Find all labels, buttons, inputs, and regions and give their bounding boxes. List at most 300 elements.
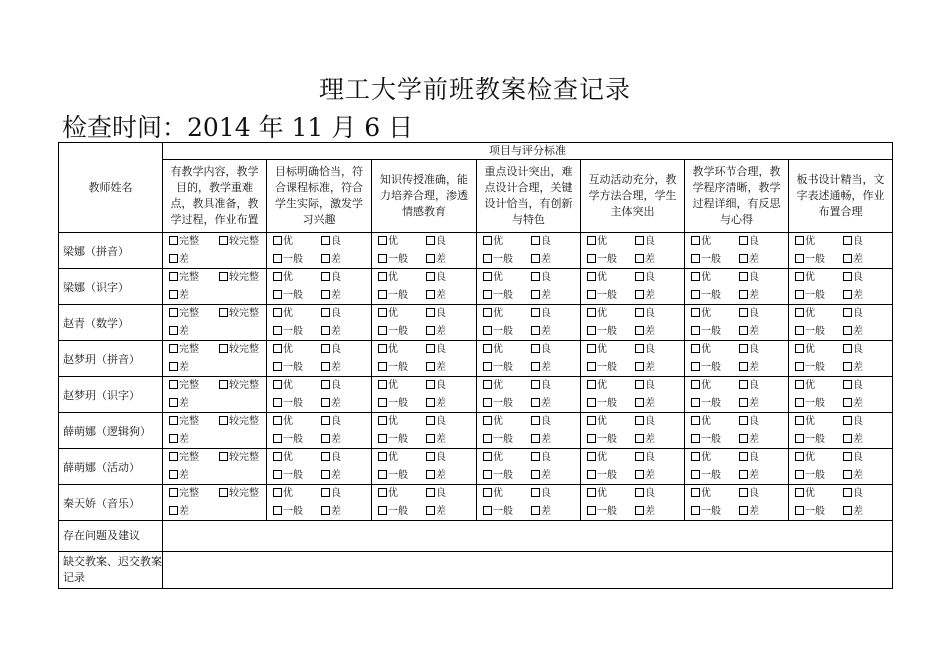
option-excellent[interactable] bbox=[483, 450, 503, 466]
option-average[interactable] bbox=[691, 396, 721, 412]
checkbox-icon[interactable] bbox=[273, 362, 282, 371]
checkbox-icon[interactable] bbox=[483, 344, 492, 353]
option-good[interactable] bbox=[321, 414, 341, 430]
checkbox-icon[interactable] bbox=[273, 416, 282, 425]
option-good[interactable] bbox=[321, 306, 341, 322]
checkbox-icon[interactable] bbox=[426, 272, 435, 281]
option-average[interactable] bbox=[483, 432, 513, 448]
checkbox-icon[interactable] bbox=[739, 380, 748, 389]
checkbox-icon[interactable] bbox=[169, 380, 178, 389]
option-excellent[interactable] bbox=[795, 414, 815, 430]
option-poor[interactable] bbox=[531, 288, 551, 304]
checkbox-icon[interactable] bbox=[691, 344, 700, 353]
option-excellent[interactable] bbox=[273, 450, 293, 466]
option-average[interactable] bbox=[483, 252, 513, 268]
checkbox-icon[interactable] bbox=[273, 488, 282, 497]
option-average[interactable] bbox=[378, 288, 408, 304]
option-excellent[interactable] bbox=[691, 450, 711, 466]
option-excellent[interactable] bbox=[483, 378, 503, 394]
checkbox-icon[interactable] bbox=[691, 488, 700, 497]
checkbox-icon[interactable] bbox=[426, 254, 435, 263]
option-average[interactable] bbox=[587, 504, 617, 520]
checkbox-icon[interactable] bbox=[795, 380, 804, 389]
option-poor[interactable] bbox=[169, 504, 189, 520]
checkbox-icon[interactable] bbox=[843, 470, 852, 479]
checkbox-icon[interactable] bbox=[219, 344, 228, 353]
checkbox-icon[interactable] bbox=[378, 362, 387, 371]
option-average[interactable] bbox=[483, 324, 513, 340]
checkbox-icon[interactable] bbox=[635, 344, 644, 353]
checkbox-icon[interactable] bbox=[587, 416, 596, 425]
checkbox-icon[interactable] bbox=[587, 344, 596, 353]
checkbox-icon[interactable] bbox=[587, 452, 596, 461]
option-average[interactable] bbox=[483, 360, 513, 376]
option-average[interactable] bbox=[691, 288, 721, 304]
option-good[interactable] bbox=[531, 234, 551, 250]
checkbox-icon[interactable] bbox=[587, 308, 596, 317]
checkbox-icon[interactable] bbox=[321, 470, 330, 479]
option-poor[interactable] bbox=[531, 432, 551, 448]
option-good[interactable] bbox=[531, 486, 551, 502]
option-complete[interactable] bbox=[169, 342, 199, 358]
checkbox-icon[interactable] bbox=[635, 326, 644, 335]
option-excellent[interactable] bbox=[378, 306, 398, 322]
checkbox-icon[interactable] bbox=[691, 506, 700, 515]
option-poor[interactable] bbox=[426, 360, 446, 376]
option-poor[interactable] bbox=[843, 288, 863, 304]
option-average[interactable] bbox=[273, 252, 303, 268]
checkbox-icon[interactable] bbox=[426, 362, 435, 371]
checkbox-icon[interactable] bbox=[587, 254, 596, 263]
option-poor[interactable] bbox=[739, 396, 759, 412]
checkbox-icon[interactable] bbox=[843, 416, 852, 425]
option-good[interactable] bbox=[321, 342, 341, 358]
checkbox-icon[interactable] bbox=[483, 326, 492, 335]
option-good[interactable] bbox=[321, 378, 341, 394]
option-poor[interactable] bbox=[635, 504, 655, 520]
option-poor[interactable] bbox=[531, 468, 551, 484]
option-good[interactable] bbox=[531, 450, 551, 466]
option-excellent[interactable] bbox=[273, 486, 293, 502]
checkbox-icon[interactable] bbox=[426, 308, 435, 317]
option-poor[interactable] bbox=[635, 468, 655, 484]
checkbox-icon[interactable] bbox=[739, 326, 748, 335]
option-average[interactable] bbox=[587, 468, 617, 484]
checkbox-icon[interactable] bbox=[691, 398, 700, 407]
option-fairly-complete[interactable] bbox=[219, 306, 259, 322]
option-good[interactable] bbox=[531, 342, 551, 358]
checkbox-icon[interactable] bbox=[378, 488, 387, 497]
option-complete[interactable] bbox=[169, 414, 199, 430]
checkbox-icon[interactable] bbox=[691, 290, 700, 299]
option-poor[interactable] bbox=[843, 468, 863, 484]
option-poor[interactable] bbox=[635, 360, 655, 376]
checkbox-icon[interactable] bbox=[378, 434, 387, 443]
option-excellent[interactable] bbox=[378, 414, 398, 430]
option-average[interactable] bbox=[273, 396, 303, 412]
checkbox-icon[interactable] bbox=[378, 308, 387, 317]
option-poor[interactable] bbox=[843, 324, 863, 340]
checkbox-icon[interactable] bbox=[739, 362, 748, 371]
option-good[interactable] bbox=[531, 414, 551, 430]
option-good[interactable] bbox=[635, 378, 655, 394]
option-poor[interactable] bbox=[739, 252, 759, 268]
option-poor[interactable] bbox=[169, 432, 189, 448]
option-average[interactable] bbox=[691, 252, 721, 268]
checkbox-icon[interactable] bbox=[635, 236, 644, 245]
checkbox-icon[interactable] bbox=[321, 272, 330, 281]
option-poor[interactable] bbox=[321, 468, 341, 484]
option-average[interactable] bbox=[691, 468, 721, 484]
option-poor[interactable] bbox=[321, 504, 341, 520]
checkbox-icon[interactable] bbox=[321, 398, 330, 407]
option-good[interactable] bbox=[739, 450, 759, 466]
option-excellent[interactable] bbox=[273, 342, 293, 358]
option-excellent[interactable] bbox=[378, 270, 398, 286]
option-poor[interactable] bbox=[635, 288, 655, 304]
option-poor[interactable] bbox=[739, 432, 759, 448]
checkbox-icon[interactable] bbox=[483, 434, 492, 443]
checkbox-icon[interactable] bbox=[273, 308, 282, 317]
checkbox-icon[interactable] bbox=[169, 254, 178, 263]
option-good[interactable] bbox=[739, 270, 759, 286]
checkbox-icon[interactable] bbox=[273, 326, 282, 335]
option-poor[interactable] bbox=[739, 468, 759, 484]
checkbox-icon[interactable] bbox=[531, 506, 540, 515]
checkbox-icon[interactable] bbox=[169, 488, 178, 497]
checkbox-icon[interactable] bbox=[378, 380, 387, 389]
checkbox-icon[interactable] bbox=[739, 236, 748, 245]
checkbox-icon[interactable] bbox=[587, 488, 596, 497]
checkbox-icon[interactable] bbox=[531, 272, 540, 281]
checkbox-icon[interactable] bbox=[587, 506, 596, 515]
option-excellent[interactable] bbox=[378, 378, 398, 394]
option-excellent[interactable] bbox=[378, 450, 398, 466]
option-average[interactable] bbox=[378, 504, 408, 520]
option-complete[interactable] bbox=[169, 450, 199, 466]
checkbox-icon[interactable] bbox=[426, 326, 435, 335]
checkbox-icon[interactable] bbox=[219, 272, 228, 281]
checkbox-icon[interactable] bbox=[321, 236, 330, 245]
checkbox-icon[interactable] bbox=[691, 272, 700, 281]
checkbox-icon[interactable] bbox=[587, 434, 596, 443]
option-good[interactable] bbox=[426, 270, 446, 286]
checkbox-icon[interactable] bbox=[483, 380, 492, 389]
checkbox-icon[interactable] bbox=[739, 416, 748, 425]
checkbox-icon[interactable] bbox=[587, 272, 596, 281]
option-average[interactable] bbox=[378, 468, 408, 484]
checkbox-icon[interactable] bbox=[843, 398, 852, 407]
checkbox-icon[interactable] bbox=[635, 290, 644, 299]
option-good[interactable] bbox=[635, 414, 655, 430]
option-average[interactable] bbox=[273, 360, 303, 376]
checkbox-icon[interactable] bbox=[169, 362, 178, 371]
checkbox-icon[interactable] bbox=[531, 488, 540, 497]
option-excellent[interactable] bbox=[691, 306, 711, 322]
option-poor[interactable] bbox=[843, 396, 863, 412]
option-good[interactable] bbox=[843, 450, 863, 466]
checkbox-icon[interactable] bbox=[273, 344, 282, 353]
option-excellent[interactable] bbox=[587, 486, 607, 502]
option-good[interactable] bbox=[426, 342, 446, 358]
option-fairly-complete[interactable] bbox=[219, 234, 259, 250]
option-good[interactable] bbox=[321, 486, 341, 502]
option-average[interactable] bbox=[378, 432, 408, 448]
option-fairly-complete[interactable] bbox=[219, 378, 259, 394]
option-average[interactable] bbox=[483, 396, 513, 412]
checkbox-icon[interactable] bbox=[587, 326, 596, 335]
checkbox-icon[interactable] bbox=[483, 272, 492, 281]
checkbox-icon[interactable] bbox=[739, 254, 748, 263]
checkbox-icon[interactable] bbox=[691, 416, 700, 425]
option-average[interactable] bbox=[691, 432, 721, 448]
checkbox-icon[interactable] bbox=[635, 380, 644, 389]
checkbox-icon[interactable] bbox=[795, 416, 804, 425]
checkbox-icon[interactable] bbox=[843, 506, 852, 515]
checkbox-icon[interactable] bbox=[531, 308, 540, 317]
checkbox-icon[interactable] bbox=[321, 380, 330, 389]
checkbox-icon[interactable] bbox=[321, 308, 330, 317]
checkbox-icon[interactable] bbox=[795, 470, 804, 479]
option-poor[interactable] bbox=[321, 288, 341, 304]
checkbox-icon[interactable] bbox=[426, 398, 435, 407]
checkbox-icon[interactable] bbox=[378, 272, 387, 281]
checkbox-icon[interactable] bbox=[739, 290, 748, 299]
checkbox-icon[interactable] bbox=[531, 344, 540, 353]
checkbox-icon[interactable] bbox=[426, 488, 435, 497]
option-average[interactable] bbox=[378, 324, 408, 340]
option-fairly-complete[interactable] bbox=[219, 270, 259, 286]
option-excellent[interactable] bbox=[273, 270, 293, 286]
checkbox-icon[interactable] bbox=[378, 326, 387, 335]
option-good[interactable] bbox=[739, 234, 759, 250]
option-good[interactable] bbox=[531, 306, 551, 322]
option-good[interactable] bbox=[843, 486, 863, 502]
option-poor[interactable] bbox=[321, 432, 341, 448]
checkbox-icon[interactable] bbox=[691, 434, 700, 443]
checkbox-icon[interactable] bbox=[169, 272, 178, 281]
option-average[interactable] bbox=[587, 324, 617, 340]
option-excellent[interactable] bbox=[273, 306, 293, 322]
checkbox-icon[interactable] bbox=[169, 398, 178, 407]
option-good[interactable] bbox=[843, 378, 863, 394]
option-complete[interactable] bbox=[169, 270, 199, 286]
option-poor[interactable] bbox=[321, 396, 341, 412]
option-excellent[interactable] bbox=[483, 342, 503, 358]
option-average[interactable] bbox=[273, 288, 303, 304]
option-complete[interactable] bbox=[169, 234, 199, 250]
option-poor[interactable] bbox=[169, 252, 189, 268]
checkbox-icon[interactable] bbox=[739, 344, 748, 353]
checkbox-icon[interactable] bbox=[483, 452, 492, 461]
option-poor[interactable] bbox=[426, 288, 446, 304]
option-fairly-complete[interactable] bbox=[219, 450, 259, 466]
checkbox-icon[interactable] bbox=[739, 272, 748, 281]
checkbox-icon[interactable] bbox=[483, 290, 492, 299]
option-good[interactable] bbox=[426, 450, 446, 466]
checkbox-icon[interactable] bbox=[691, 362, 700, 371]
checkbox-icon[interactable] bbox=[273, 506, 282, 515]
checkbox-icon[interactable] bbox=[739, 470, 748, 479]
option-average[interactable] bbox=[483, 468, 513, 484]
checkbox-icon[interactable] bbox=[219, 380, 228, 389]
checkbox-icon[interactable] bbox=[635, 470, 644, 479]
checkbox-icon[interactable] bbox=[739, 308, 748, 317]
option-poor[interactable] bbox=[531, 504, 551, 520]
checkbox-icon[interactable] bbox=[843, 290, 852, 299]
checkbox-icon[interactable] bbox=[483, 308, 492, 317]
checkbox-icon[interactable] bbox=[691, 452, 700, 461]
option-excellent[interactable] bbox=[587, 414, 607, 430]
option-average[interactable] bbox=[378, 360, 408, 376]
option-poor[interactable] bbox=[843, 360, 863, 376]
checkbox-icon[interactable] bbox=[635, 362, 644, 371]
option-good[interactable] bbox=[739, 306, 759, 322]
option-average[interactable] bbox=[483, 288, 513, 304]
option-average[interactable] bbox=[587, 360, 617, 376]
option-average[interactable] bbox=[691, 360, 721, 376]
option-good[interactable] bbox=[635, 234, 655, 250]
option-poor[interactable] bbox=[531, 252, 551, 268]
checkbox-icon[interactable] bbox=[273, 272, 282, 281]
checkbox-icon[interactable] bbox=[739, 452, 748, 461]
checkbox-icon[interactable] bbox=[795, 434, 804, 443]
checkbox-icon[interactable] bbox=[483, 470, 492, 479]
option-poor[interactable] bbox=[635, 432, 655, 448]
option-excellent[interactable] bbox=[795, 450, 815, 466]
checkbox-icon[interactable] bbox=[795, 362, 804, 371]
option-good[interactable] bbox=[321, 450, 341, 466]
checkbox-icon[interactable] bbox=[795, 326, 804, 335]
option-good[interactable] bbox=[739, 486, 759, 502]
option-excellent[interactable] bbox=[378, 342, 398, 358]
checkbox-icon[interactable] bbox=[843, 272, 852, 281]
checkbox-icon[interactable] bbox=[483, 398, 492, 407]
checkbox-icon[interactable] bbox=[691, 236, 700, 245]
option-poor[interactable] bbox=[169, 324, 189, 340]
option-poor[interactable] bbox=[739, 504, 759, 520]
option-poor[interactable] bbox=[426, 396, 446, 412]
late-submission-row-field[interactable] bbox=[163, 552, 893, 589]
checkbox-icon[interactable] bbox=[321, 326, 330, 335]
checkbox-icon[interactable] bbox=[378, 416, 387, 425]
option-average[interactable] bbox=[795, 324, 825, 340]
checkbox-icon[interactable] bbox=[691, 470, 700, 479]
option-good[interactable] bbox=[739, 414, 759, 430]
checkbox-icon[interactable] bbox=[273, 398, 282, 407]
option-good[interactable] bbox=[321, 234, 341, 250]
option-poor[interactable] bbox=[426, 432, 446, 448]
option-poor[interactable] bbox=[531, 396, 551, 412]
option-excellent[interactable] bbox=[795, 486, 815, 502]
option-average[interactable] bbox=[795, 252, 825, 268]
checkbox-icon[interactable] bbox=[795, 308, 804, 317]
option-poor[interactable] bbox=[426, 504, 446, 520]
option-good[interactable] bbox=[531, 270, 551, 286]
checkbox-icon[interactable] bbox=[169, 434, 178, 443]
checkbox-icon[interactable] bbox=[843, 452, 852, 461]
checkbox-icon[interactable] bbox=[635, 416, 644, 425]
checkbox-icon[interactable] bbox=[691, 380, 700, 389]
option-poor[interactable] bbox=[843, 252, 863, 268]
option-excellent[interactable] bbox=[691, 234, 711, 250]
option-poor[interactable] bbox=[531, 324, 551, 340]
checkbox-icon[interactable] bbox=[795, 398, 804, 407]
option-good[interactable] bbox=[426, 486, 446, 502]
option-average[interactable] bbox=[587, 396, 617, 412]
option-good[interactable] bbox=[531, 378, 551, 394]
option-average[interactable] bbox=[273, 468, 303, 484]
checkbox-icon[interactable] bbox=[321, 344, 330, 353]
option-excellent[interactable] bbox=[483, 270, 503, 286]
option-good[interactable] bbox=[739, 342, 759, 358]
checkbox-icon[interactable] bbox=[321, 488, 330, 497]
option-excellent[interactable] bbox=[691, 414, 711, 430]
option-poor[interactable] bbox=[321, 360, 341, 376]
checkbox-icon[interactable] bbox=[321, 452, 330, 461]
option-average[interactable] bbox=[795, 396, 825, 412]
option-poor[interactable] bbox=[426, 324, 446, 340]
checkbox-icon[interactable] bbox=[843, 236, 852, 245]
option-excellent[interactable] bbox=[378, 234, 398, 250]
option-poor[interactable] bbox=[426, 252, 446, 268]
checkbox-icon[interactable] bbox=[219, 308, 228, 317]
option-poor[interactable] bbox=[169, 396, 189, 412]
option-good[interactable] bbox=[426, 306, 446, 322]
option-good[interactable] bbox=[843, 414, 863, 430]
option-average[interactable] bbox=[795, 504, 825, 520]
option-excellent[interactable] bbox=[483, 486, 503, 502]
checkbox-icon[interactable] bbox=[426, 506, 435, 515]
checkbox-icon[interactable] bbox=[587, 470, 596, 479]
option-excellent[interactable] bbox=[587, 306, 607, 322]
checkbox-icon[interactable] bbox=[843, 308, 852, 317]
checkbox-icon[interactable] bbox=[587, 290, 596, 299]
checkbox-icon[interactable] bbox=[843, 326, 852, 335]
checkbox-icon[interactable] bbox=[321, 254, 330, 263]
option-excellent[interactable] bbox=[483, 414, 503, 430]
checkbox-icon[interactable] bbox=[795, 452, 804, 461]
checkbox-icon[interactable] bbox=[378, 470, 387, 479]
checkbox-icon[interactable] bbox=[169, 506, 178, 515]
option-good[interactable] bbox=[843, 342, 863, 358]
option-poor[interactable] bbox=[739, 288, 759, 304]
option-excellent[interactable] bbox=[378, 486, 398, 502]
checkbox-icon[interactable] bbox=[739, 506, 748, 515]
checkbox-icon[interactable] bbox=[739, 398, 748, 407]
checkbox-icon[interactable] bbox=[321, 434, 330, 443]
checkbox-icon[interactable] bbox=[843, 254, 852, 263]
checkbox-icon[interactable] bbox=[843, 362, 852, 371]
option-average[interactable] bbox=[587, 288, 617, 304]
issues-row-field[interactable] bbox=[163, 521, 893, 552]
checkbox-icon[interactable] bbox=[426, 452, 435, 461]
checkbox-icon[interactable] bbox=[635, 398, 644, 407]
option-poor[interactable] bbox=[169, 468, 189, 484]
checkbox-icon[interactable] bbox=[795, 254, 804, 263]
checkbox-icon[interactable] bbox=[587, 380, 596, 389]
checkbox-icon[interactable] bbox=[378, 290, 387, 299]
checkbox-icon[interactable] bbox=[635, 452, 644, 461]
checkbox-icon[interactable] bbox=[426, 470, 435, 479]
option-average[interactable] bbox=[795, 468, 825, 484]
checkbox-icon[interactable] bbox=[321, 290, 330, 299]
checkbox-icon[interactable] bbox=[321, 506, 330, 515]
checkbox-icon[interactable] bbox=[795, 272, 804, 281]
checkbox-icon[interactable] bbox=[169, 452, 178, 461]
option-excellent[interactable] bbox=[273, 414, 293, 430]
option-fairly-complete[interactable] bbox=[219, 414, 259, 430]
